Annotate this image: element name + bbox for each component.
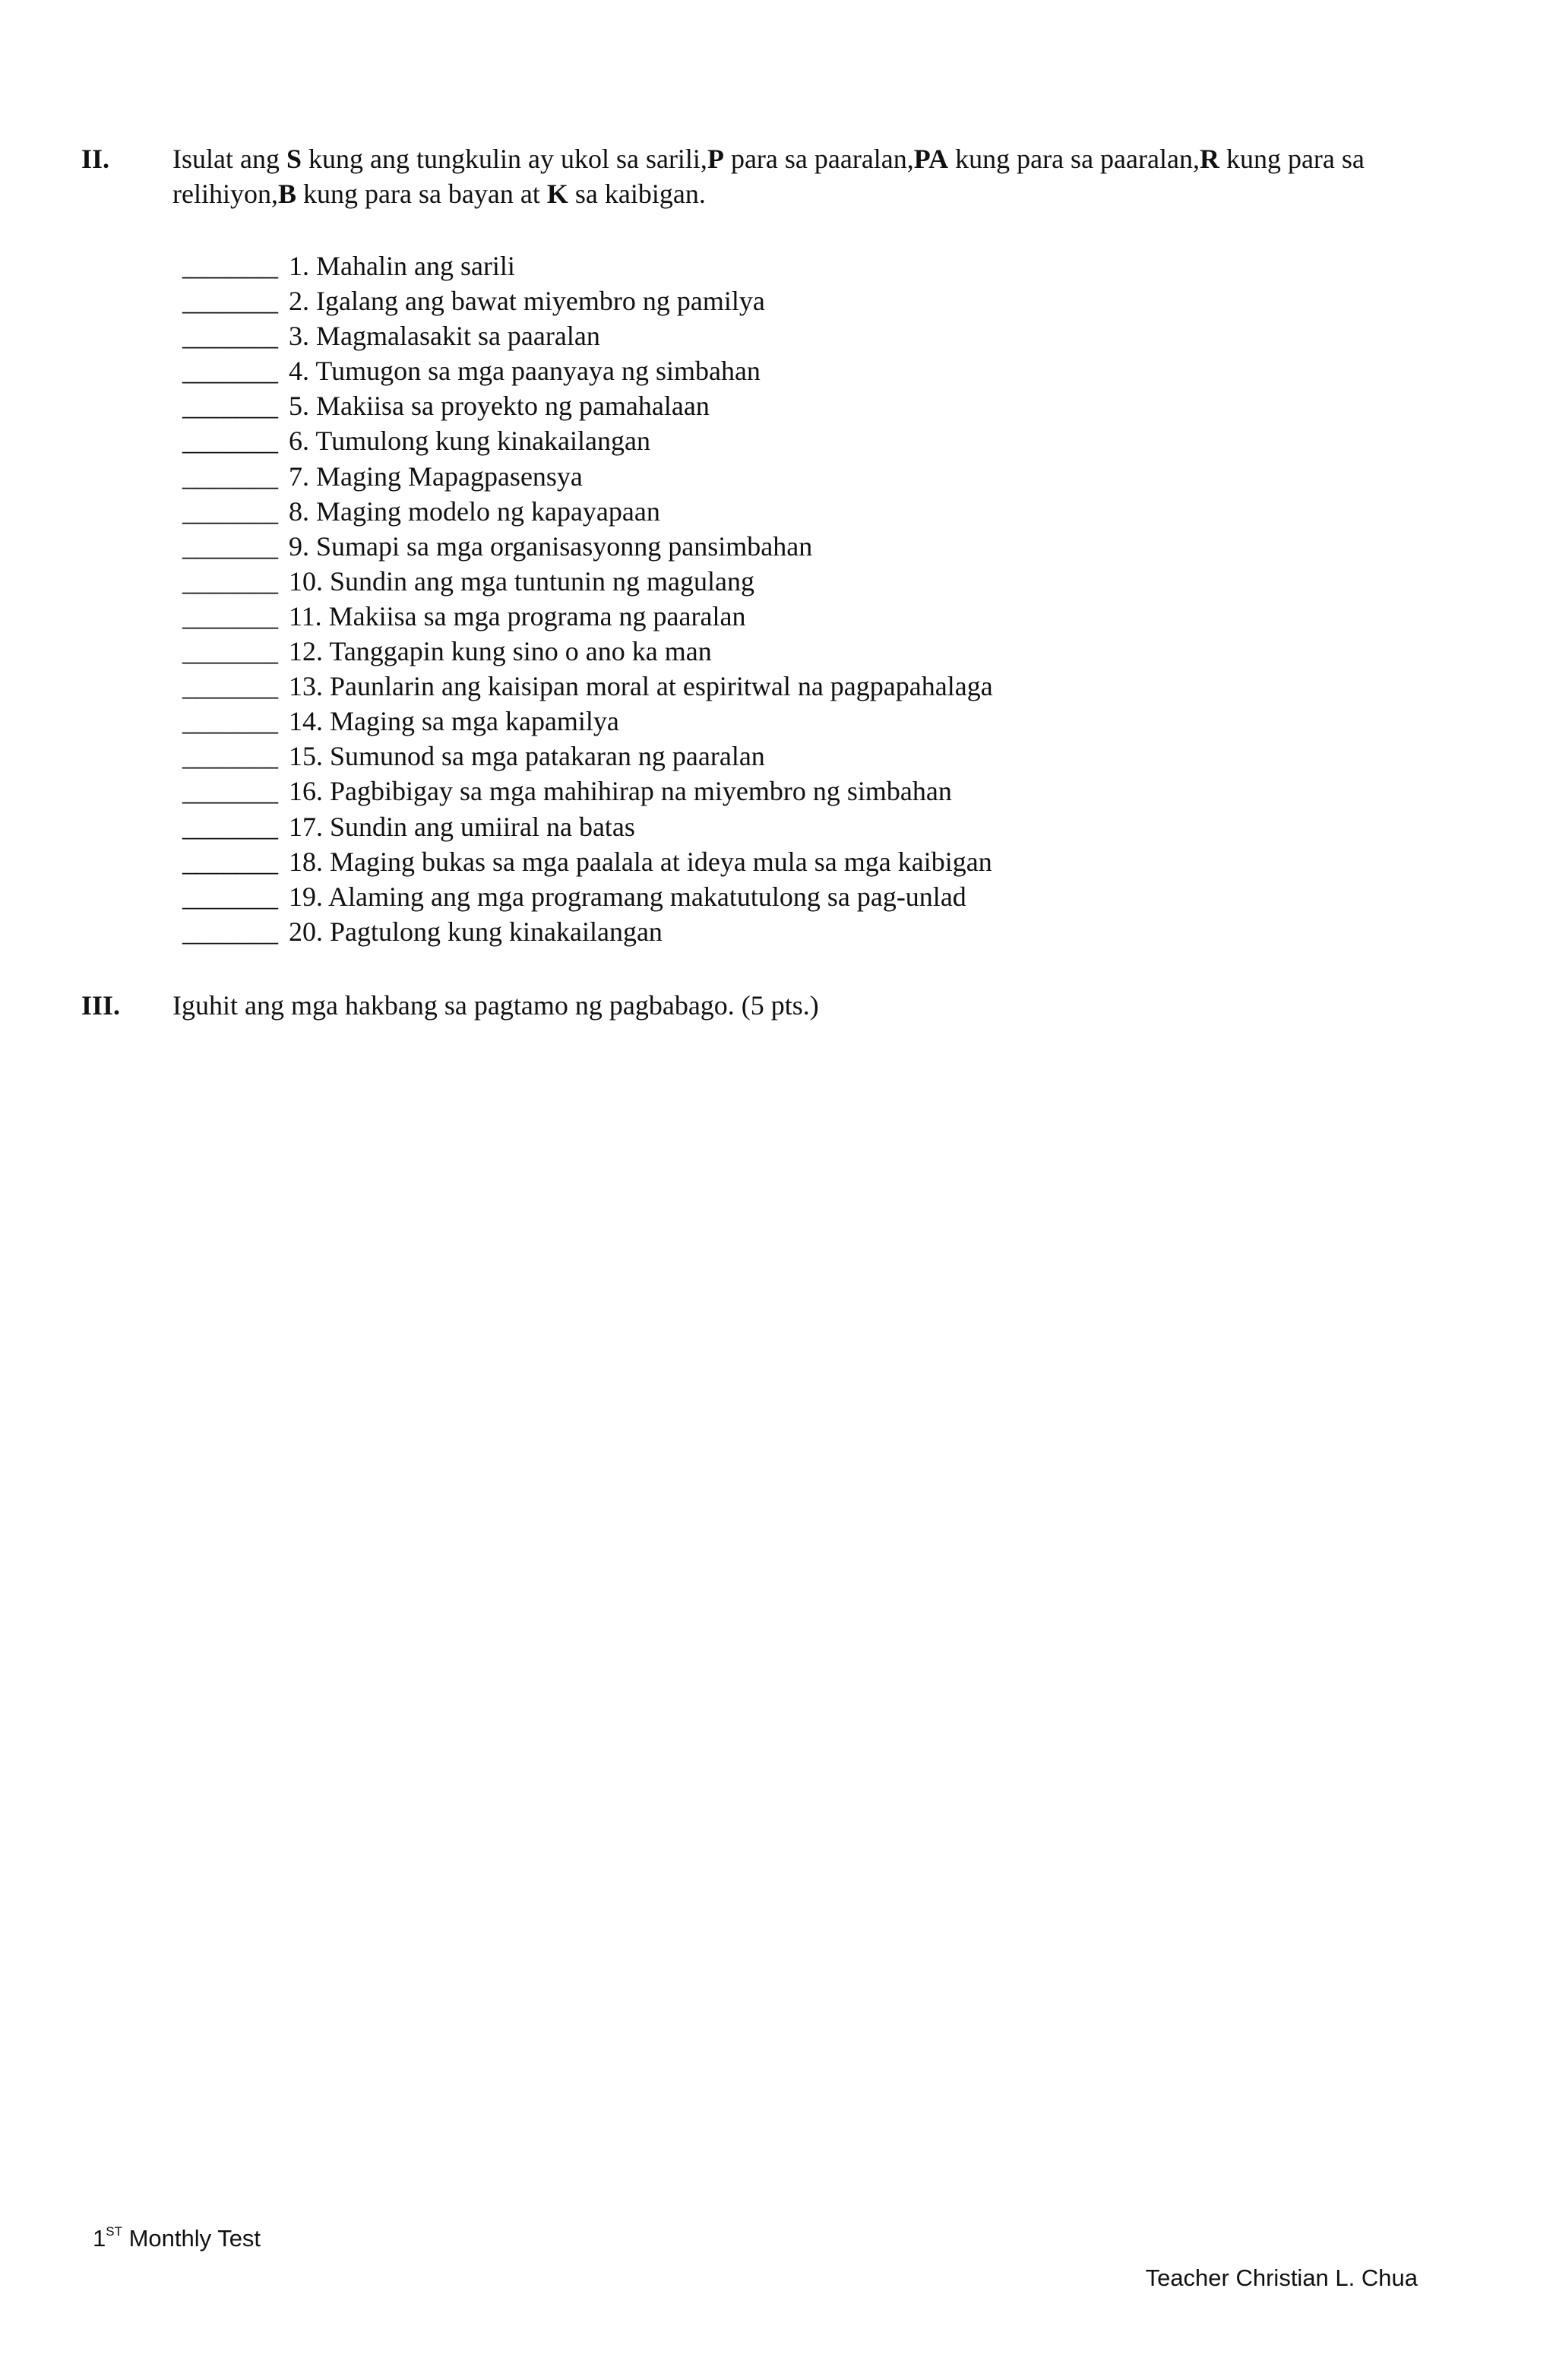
answer-item [182,564,993,599]
answer-item [182,809,993,844]
section-3-instruction: Iguhit ang mga hakbang sa pagtamo ng pagbabago. (5 pts.) [172,990,819,1021]
answer-blank[interactable]: _______ [182,495,278,527]
answer-item [182,844,993,879]
answer-blank[interactable]: _______ [182,286,278,317]
item-text: 15. Sumunod sa mga patakaran ng paaralan [289,741,765,772]
item-text: 9. Sumapi sa mga organisasyonng pansimbahan [289,530,813,562]
instruction-code: R [1199,144,1219,174]
item-text: 12. Tanggapin kung sino o ano ka man [289,636,712,667]
answer-item [182,914,993,949]
item-text: 8. Maging modelo ng kapayapaan [289,495,660,527]
answer-item [182,388,993,423]
item-text: 10. Sundin ang mga tuntunin ng magulang [289,565,754,597]
answer-item [182,704,993,739]
answer-blank[interactable]: _______ [182,636,278,667]
answer-blank[interactable]: _______ [182,460,278,492]
answer-blank[interactable]: _______ [182,426,278,457]
item-text: 1. Mahalin ang sarili [289,251,515,281]
answer-item [182,634,993,669]
answer-blank[interactable]: _______ [182,776,278,807]
answer-blank[interactable]: _______ [182,356,278,387]
footer-test-number: 1 [93,2225,106,2252]
footer-test-text: Monthly Test [122,2225,261,2252]
answer-blank[interactable]: _______ [182,706,278,737]
section-2-instruction [172,141,1434,211]
footer-test-label [93,2225,261,2252]
answer-item [182,879,993,914]
answer-blank[interactable]: _______ [182,741,278,772]
answer-item [182,353,993,388]
answer-blank[interactable]: _______ [182,671,278,702]
answer-items-list [182,248,993,949]
answer-blank[interactable]: _______ [182,811,278,842]
item-text: 11. Makiisa sa mga programa ng paaralan [289,600,746,631]
answer-blank[interactable]: _______ [182,530,278,562]
answer-blank[interactable]: _______ [182,251,278,281]
item-text: 20. Pagtulong kung kinakailangan [289,916,663,947]
footer-test-suffix: ST [106,2224,122,2239]
answer-item [182,669,993,704]
footer-teacher: Teacher Christian L. Chua [1145,2264,1418,2291]
answer-blank[interactable]: _______ [182,916,278,947]
answer-item [182,739,993,774]
section-2 [81,141,1434,211]
answer-item [182,494,993,529]
item-text: 6. Tumulong kung kinakailangan [289,426,650,457]
item-text: 18. Maging bukas sa mga paalala at ideya mula sa mga kaibigan [289,846,992,877]
item-text: 7. Maging Mapagpasensya [289,460,583,492]
answer-item [182,599,993,634]
answer-blank[interactable]: _______ [182,565,278,597]
section-3-numeral: III. [81,990,121,1021]
instruction-text: kung para sa paaralan, [948,144,1200,174]
answer-item [182,283,993,318]
answer-item [182,459,993,494]
answer-blank[interactable]: _______ [182,321,278,352]
section-2-numeral: II. [81,144,110,174]
item-text: 16. Pagbibigay sa mga mahihirap na miyembro ng simbahan [289,776,952,807]
answer-item [182,423,993,458]
instruction-code: S [286,144,302,174]
instruction-code: P [707,144,724,174]
answer-item [182,248,993,283]
instruction-code: K [546,179,568,209]
item-text: 2. Igalang ang bawat miyembro ng pamilya [289,286,765,317]
section-3 [81,988,1434,1023]
instruction-text: para sa paaralan, [723,144,914,174]
item-text: 4. Tumugon sa mga paanyaya ng simbahan [289,356,761,387]
item-text: 14. Maging sa mga kapamilya [289,706,619,737]
answer-blank[interactable]: _______ [182,881,278,912]
instruction-text: sa kaibigan. [568,179,706,209]
item-text: 13. Paunlarin ang kaisipan moral at espiritwal na pagpapahalaga [289,671,993,702]
item-text: 19. Alaming ang mga programang makatutulong sa pag-unlad [289,881,966,912]
answer-item [182,529,993,564]
answer-blank[interactable]: _______ [182,846,278,877]
item-text: 3. Magmalasakit sa paaralan [289,321,600,352]
instruction-text: kung para sa bayan at [296,179,547,209]
answer-blank[interactable]: _______ [182,391,278,422]
instruction-text: kung ang tungkulin ay ukol sa sarili, [302,144,707,174]
instruction-text: kung para sa relihiyon, [172,144,1365,209]
instruction-text: Isulat ang [172,144,286,174]
instruction-code: PA [913,144,949,174]
answer-item [182,774,993,809]
item-text: 5. Makiisa sa proyekto ng pamahalaan [289,391,710,422]
answer-item [182,318,993,353]
answer-blank[interactable]: _______ [182,600,278,631]
instruction-code: B [277,179,296,209]
item-text: 17. Sundin ang umiiral na batas [289,811,635,842]
